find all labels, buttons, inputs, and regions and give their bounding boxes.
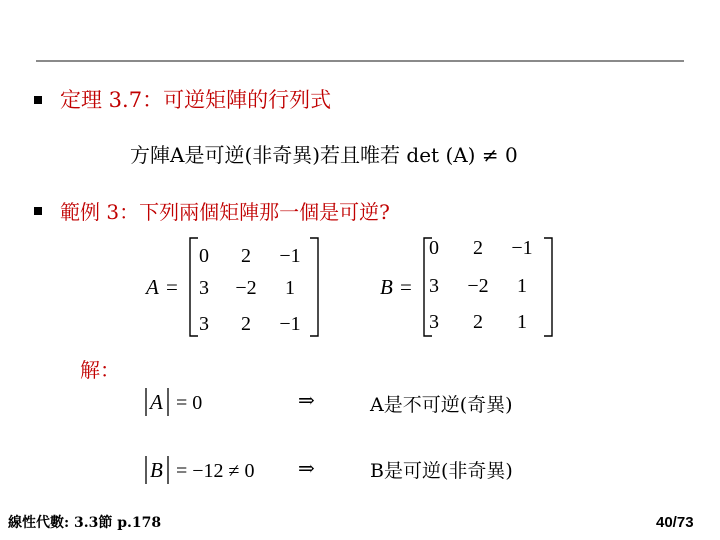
matrix-a-name: A	[146, 275, 159, 299]
matrix-b-cell: −1	[511, 237, 533, 259]
equals-sign: =	[400, 275, 412, 299]
implies-arrow: ⇒	[298, 388, 315, 412]
right-bracket	[544, 238, 552, 336]
matrix-a-cell: 3	[199, 313, 209, 335]
matrix-b-cell: 0	[429, 237, 439, 259]
bullet-icon	[34, 96, 42, 104]
theorem-title: 定理 3.7：可逆矩陣的行列式	[60, 88, 332, 112]
left-bracket	[190, 238, 198, 336]
matrix-b-cell: 3	[429, 311, 439, 333]
theorem-statement: 方陣A是可逆(非奇異)若且唯若 det (A) ≠ 0	[130, 143, 518, 167]
matrix-a-cell: 0	[199, 245, 209, 267]
matrix-b-cell: 3	[429, 275, 439, 297]
matrix-a-cell: −2	[235, 277, 257, 299]
footer-reference: 線性代數: 3.3節 p.178	[8, 515, 162, 531]
implies-arrow: ⇒	[298, 456, 315, 480]
det-a-value: = 0	[176, 392, 203, 414]
matrix-a-cell: 2	[241, 313, 251, 335]
matrix-a-cell: 1	[285, 277, 295, 299]
matrix-b-cell: 1	[517, 311, 527, 333]
matrix-a-cell: −1	[279, 245, 301, 267]
det-b-value: = −12 ≠ 0	[176, 460, 255, 482]
matrix-b-cell: 2	[473, 237, 483, 259]
conclusion-a: A是不可逆(奇異)	[370, 394, 513, 416]
solution-label: 解：	[80, 358, 120, 382]
matrix-b-cell: 1	[517, 275, 527, 297]
determinant-a	[140, 384, 260, 420]
example-title: 範例 3：下列兩個矩陣那一個是可逆?	[60, 200, 390, 224]
right-bracket	[310, 238, 318, 336]
conclusion-b: B是可逆(非奇異)	[370, 460, 513, 482]
matrix-b	[374, 232, 564, 342]
determinant-b	[140, 452, 290, 488]
matrix-a-cell: 3	[199, 277, 209, 299]
matrix-a-cell: 2	[241, 245, 251, 267]
det-a-name: A	[150, 390, 163, 414]
matrix-a-cell: −1	[279, 313, 301, 335]
title-divider	[36, 60, 684, 62]
det-b-name: B	[150, 458, 163, 482]
matrix-a	[140, 232, 330, 342]
matrix-b-cell: −2	[467, 275, 489, 297]
bullet-icon	[34, 207, 42, 215]
matrix-b-cell: 2	[473, 311, 483, 333]
page-number: 40/73	[656, 514, 694, 531]
matrix-b-name: B	[380, 275, 393, 299]
equals-sign: =	[166, 275, 178, 299]
